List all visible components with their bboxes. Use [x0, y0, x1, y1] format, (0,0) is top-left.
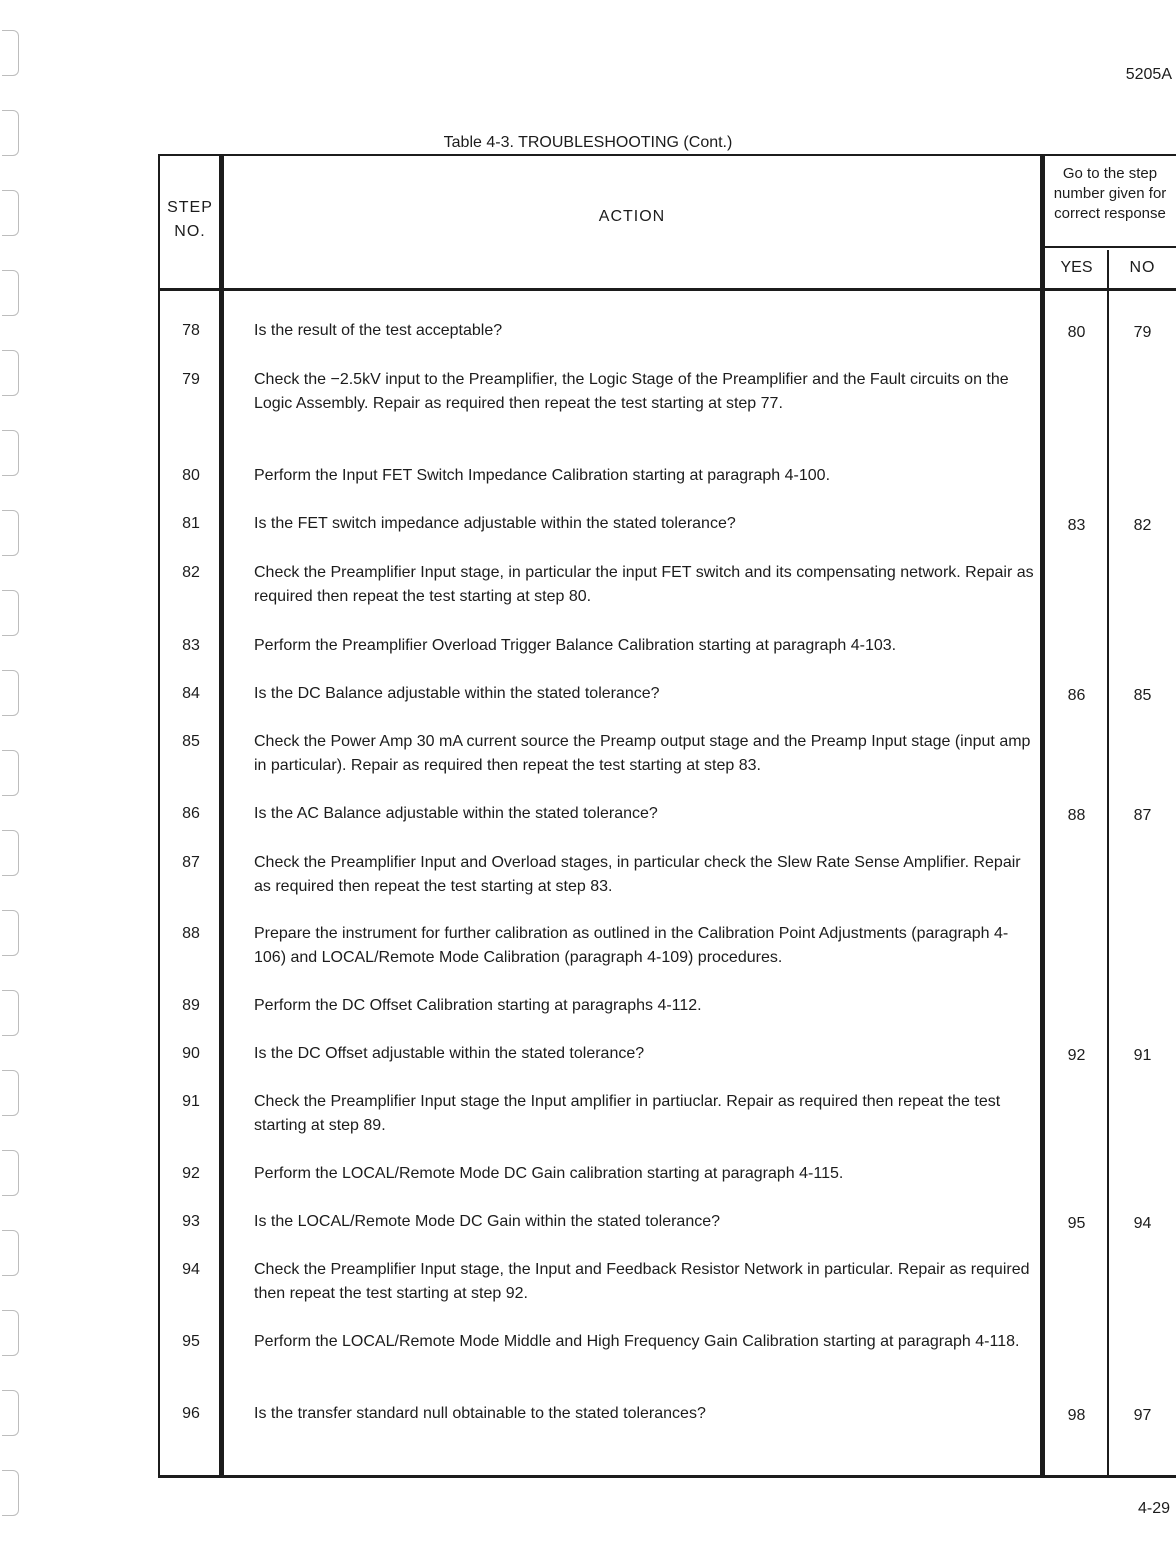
action-text: Is the result of the test acceptable?	[254, 322, 503, 339]
step-number: 91	[182, 1093, 200, 1110]
no-step: 79	[1133, 324, 1152, 341]
step-number: 92	[182, 1165, 200, 1182]
action-text: Perform the LOCAL/Remote Mode Middle and High Frequency Gain Calibration starting at paragraph 4-118.	[254, 1333, 1020, 1350]
goto-subheader-divider	[1043, 246, 1176, 248]
header-yes: YES	[1060, 259, 1093, 276]
header-no-label: NO.	[174, 223, 206, 240]
step-number: 87	[182, 854, 200, 871]
step-number: 96	[182, 1405, 200, 1422]
action-text: Is the AC Balance adjustable within the stated tolerance?	[254, 805, 658, 822]
yes-step: 92	[1067, 1047, 1086, 1064]
action-text: Perform the Input FET Switch Impedance Calibration starting at paragraph 4-100.	[254, 467, 831, 484]
no-step: 82	[1133, 517, 1152, 534]
action-text: Is the DC Offset adjustable within the stated tolerance?	[254, 1045, 645, 1062]
action-text: Check the Preamplifier Input stage, in particular the input FET switch and its compensating network. Repair as required then repeat the test starting at step 80.	[254, 564, 1034, 605]
action-text: Perform the DC Offset Calibration starting at paragraphs 4-112.	[254, 997, 702, 1014]
step-number: 82	[182, 564, 200, 581]
yes-step: 83	[1067, 517, 1086, 534]
document-number: 5205A	[1125, 66, 1172, 83]
step-number: 83	[182, 637, 200, 654]
header-action: ACTION	[598, 208, 666, 225]
binder-holes	[0, 0, 28, 1544]
step-number: 88	[182, 925, 200, 942]
step-number: 95	[182, 1333, 200, 1350]
yes-step: 98	[1067, 1407, 1086, 1424]
action-text: Perform the LOCAL/Remote Mode DC Gain calibration starting at paragraph 4-115.	[254, 1165, 844, 1182]
table-title: Table 4-3. TROUBLESHOOTING (Cont.)	[443, 134, 733, 151]
header-step-no	[160, 196, 220, 244]
no-step: 97	[1133, 1407, 1152, 1424]
header-divider	[158, 288, 1176, 291]
troubleshooting-table	[158, 154, 1176, 1478]
no-step: 87	[1133, 807, 1152, 824]
step-number: 85	[182, 733, 200, 750]
header-goto: Go to the step number given for correct response	[1053, 165, 1167, 222]
action-text: Check the −2.5kV input to the Preamplifier, the Logic Stage of the Preamplifier and the Fault circuits on the Logic Assembly. Repair as required then repeat the test starting at step 77.	[254, 371, 1009, 412]
table-border-bottom	[158, 1475, 1176, 1478]
step-number: 79	[182, 371, 200, 388]
yes-step: 80	[1067, 324, 1086, 341]
header-step-label: STEP	[167, 199, 213, 216]
step-number: 84	[182, 685, 200, 702]
no-step: 85	[1133, 687, 1152, 704]
yes-step: 86	[1067, 687, 1086, 704]
action-text: Is the transfer standard null obtainable to the stated tolerances?	[254, 1405, 706, 1422]
step-number: 89	[182, 997, 200, 1014]
header-no: NO	[1129, 259, 1156, 276]
action-text: Check the Preamplifier Input and Overload stages, in particular check the Slew Rate Sense Amplifier. Repair as required then repeat the test starting at step 83.	[254, 854, 1021, 895]
step-number: 81	[182, 515, 200, 532]
column-divider-yes-no	[1107, 250, 1109, 1478]
no-step: 91	[1133, 1047, 1152, 1064]
step-number: 80	[182, 467, 200, 484]
step-number: 90	[182, 1045, 200, 1062]
action-text: Is the DC Balance adjustable within the stated tolerance?	[254, 685, 660, 702]
action-text: Is the FET switch impedance adjustable within the stated tolerance?	[254, 515, 736, 532]
step-number: 94	[182, 1261, 200, 1278]
yes-step: 88	[1067, 807, 1086, 824]
action-text: Is the LOCAL/Remote Mode DC Gain within the stated tolerance?	[254, 1213, 721, 1230]
action-text: Check the Preamplifier Input stage, the Input and Feedback Resistor Network in particular. Repair as required then repeat the test starting at step 92.	[254, 1261, 1030, 1302]
page-number: 4-29	[1137, 1500, 1170, 1517]
table-border-top	[158, 154, 1176, 156]
step-number: 93	[182, 1213, 200, 1230]
action-text: Prepare the instrument for further calibration as outlined in the Calibration Point Adjustments (paragraph 4-106) and LOCAL/Remote Mode Calibration (paragraph 4-109) procedures.	[254, 925, 1009, 966]
step-number: 86	[182, 805, 200, 822]
action-text: Check the Preamplifier Input stage the Input amplifier in partiuclar. Repair as required then repeat the test starting at step 89.	[254, 1093, 1001, 1134]
yes-step: 95	[1067, 1215, 1086, 1232]
action-text: Check the Power Amp 30 mA current source the Preamp output stage and the Preamp Input stage (input amp in particular). Repair as required then repeat the test starting at step 83.	[254, 733, 1031, 774]
action-text: Perform the Preamplifier Overload Trigger Balance Calibration starting at paragraph 4-103.	[254, 637, 897, 654]
step-number: 78	[182, 322, 200, 339]
no-step: 94	[1133, 1215, 1152, 1232]
